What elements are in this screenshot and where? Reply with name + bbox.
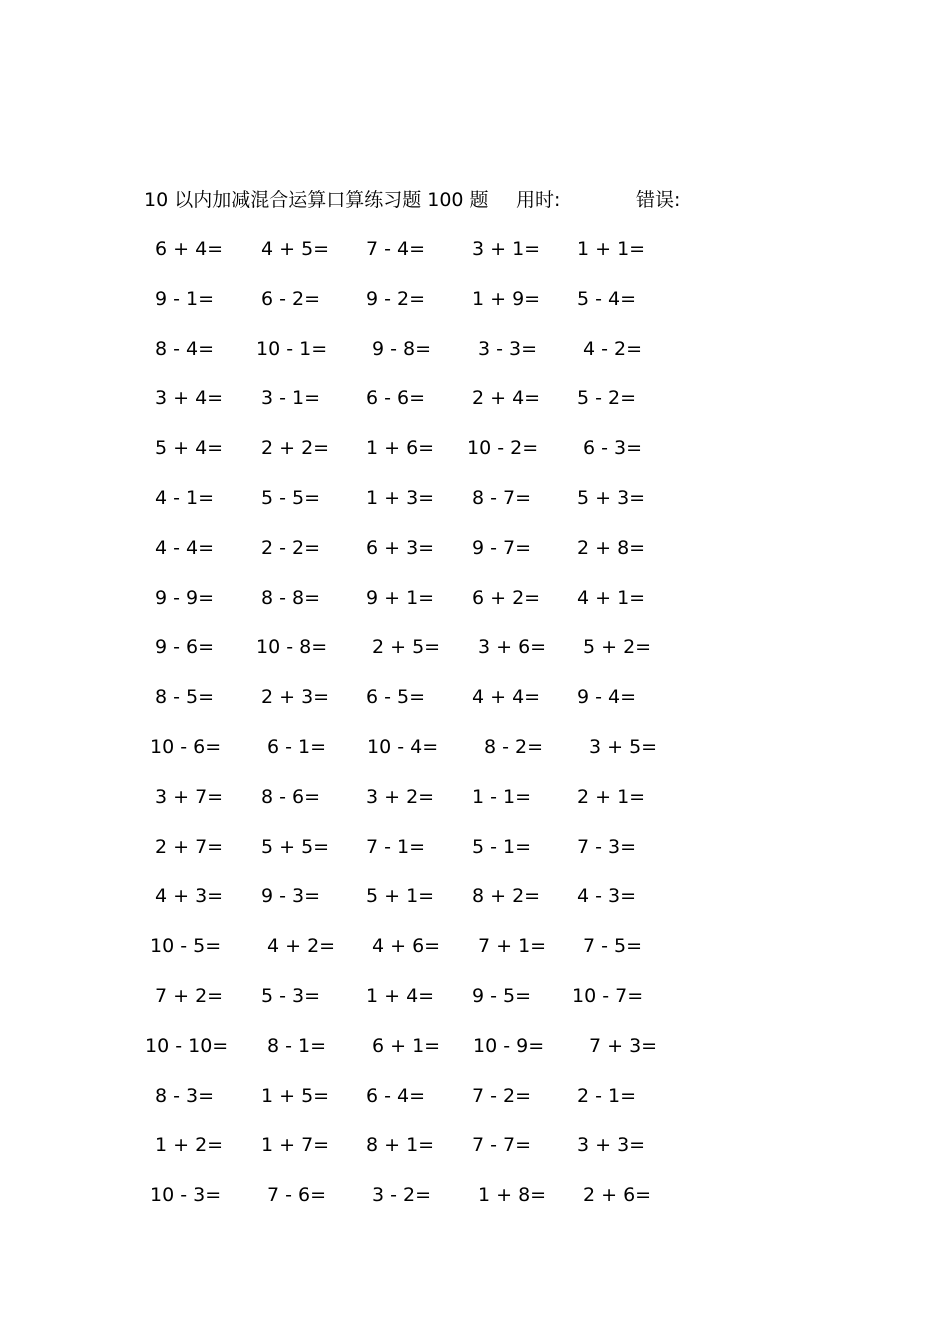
problem-item: 4 + 1= xyxy=(577,586,646,609)
problem-item: 2 - 2= xyxy=(261,536,321,559)
problem-item: 2 + 1= xyxy=(577,785,646,808)
problem-item: 5 - 5= xyxy=(261,486,321,509)
problem-item: 1 + 6= xyxy=(366,437,435,460)
problem-item: 8 - 1= xyxy=(267,1034,327,1057)
problem-row xyxy=(0,286,950,336)
problem-item: 1 + 8= xyxy=(478,1184,547,1207)
problem-item: 10 - 4= xyxy=(367,735,439,758)
problem-item: 3 + 1= xyxy=(472,238,541,260)
problem-row xyxy=(0,983,950,1033)
problem-row xyxy=(0,336,950,386)
problem-row xyxy=(0,1033,950,1083)
problem-row xyxy=(0,883,950,933)
problem-item: 6 - 2= xyxy=(261,287,321,310)
problem-row xyxy=(0,734,950,784)
problem-item: 10 - 5= xyxy=(150,935,222,958)
problem-row xyxy=(0,435,950,485)
problem-item: 4 + 5= xyxy=(261,238,330,260)
problem-item: 1 + 2= xyxy=(155,1134,224,1157)
problem-item: 9 - 3= xyxy=(261,885,321,908)
problem-item: 3 + 5= xyxy=(589,735,658,758)
problem-item: 7 + 2= xyxy=(155,984,224,1007)
problem-item: 1 + 9= xyxy=(472,287,541,310)
problem-item: 1 + 4= xyxy=(366,984,435,1007)
problem-item: 8 + 2= xyxy=(472,885,541,908)
problem-item: 8 - 7= xyxy=(472,486,532,509)
problem-item: 9 - 8= xyxy=(372,337,432,360)
problem-item: 9 - 9= xyxy=(155,586,215,609)
problem-item: 8 - 2= xyxy=(484,735,544,758)
problem-row xyxy=(0,1132,950,1182)
problem-item: 8 - 3= xyxy=(155,1084,215,1107)
problem-row xyxy=(0,684,950,734)
problem-item: 7 - 6= xyxy=(267,1184,327,1207)
problem-item: 3 + 4= xyxy=(155,387,224,410)
problem-item: 7 - 1= xyxy=(366,835,426,858)
problem-row xyxy=(0,634,950,684)
problem-item: 5 + 2= xyxy=(583,636,652,659)
problem-item: 9 + 1= xyxy=(366,586,435,609)
problem-item: 2 + 7= xyxy=(155,835,224,858)
problem-item: 4 - 2= xyxy=(583,337,643,360)
problem-item: 4 - 4= xyxy=(155,536,215,559)
problem-item: 10 - 3= xyxy=(150,1184,222,1207)
problem-item: 1 - 1= xyxy=(472,785,532,808)
problem-item: 9 - 2= xyxy=(366,287,426,310)
problem-grid xyxy=(0,236,950,1232)
problem-item: 9 - 5= xyxy=(472,984,532,1007)
problem-row xyxy=(0,485,950,535)
problem-item: 1 + 3= xyxy=(366,486,435,509)
problem-item: 9 - 1= xyxy=(155,287,215,310)
problem-item: 6 - 5= xyxy=(366,686,426,709)
problem-item: 3 - 2= xyxy=(372,1184,432,1207)
problem-item: 6 + 4= xyxy=(155,238,224,260)
problem-item: 4 + 6= xyxy=(372,935,441,958)
problem-item: 7 + 1= xyxy=(478,935,547,958)
problem-item: 10 - 1= xyxy=(256,337,328,360)
problem-item: 5 + 3= xyxy=(577,486,646,509)
problem-item: 6 + 2= xyxy=(472,586,541,609)
problem-item: 8 - 4= xyxy=(155,337,215,360)
problem-item: 5 + 4= xyxy=(155,437,224,460)
problem-item: 8 - 8= xyxy=(261,586,321,609)
problem-item: 3 + 2= xyxy=(366,785,435,808)
problem-item: 3 - 1= xyxy=(261,387,321,410)
problem-item: 10 - 2= xyxy=(467,437,539,460)
problem-row xyxy=(0,1083,950,1133)
problem-item: 5 - 3= xyxy=(261,984,321,1007)
problem-item: 3 + 7= xyxy=(155,785,224,808)
problem-item: 10 - 9= xyxy=(473,1034,545,1057)
problem-item: 7 + 3= xyxy=(589,1034,658,1057)
problem-item: 6 - 3= xyxy=(583,437,643,460)
problem-item: 8 + 1= xyxy=(366,1134,435,1157)
errors-label: 错误: xyxy=(636,189,681,211)
time-used-label: 用时: xyxy=(516,189,561,211)
problem-item: 2 + 4= xyxy=(472,387,541,410)
problem-row xyxy=(0,385,950,435)
problem-item: 1 + 7= xyxy=(261,1134,330,1157)
problem-item: 2 - 1= xyxy=(577,1084,637,1107)
problem-item: 2 + 5= xyxy=(372,636,441,659)
problem-item: 6 + 3= xyxy=(366,536,435,559)
problem-item: 10 - 8= xyxy=(256,636,328,659)
problem-item: 2 + 2= xyxy=(261,437,330,460)
problem-item: 7 - 5= xyxy=(583,935,643,958)
problem-item: 3 - 3= xyxy=(478,337,538,360)
problem-item: 9 - 6= xyxy=(155,636,215,659)
problem-row xyxy=(0,784,950,834)
problem-item: 7 - 7= xyxy=(472,1134,532,1157)
problem-row xyxy=(0,933,950,983)
problem-item: 9 - 7= xyxy=(472,536,532,559)
problem-item: 8 - 6= xyxy=(261,785,321,808)
problem-item: 5 + 1= xyxy=(366,885,435,908)
problem-row xyxy=(0,236,950,286)
problem-item: 4 - 3= xyxy=(577,885,637,908)
problem-item: 7 - 3= xyxy=(577,835,637,858)
problem-item: 6 - 1= xyxy=(267,735,327,758)
problem-item: 10 - 7= xyxy=(572,984,644,1007)
problem-item: 5 - 1= xyxy=(472,835,532,858)
problem-item: 6 - 4= xyxy=(366,1084,426,1107)
problem-item: 7 - 4= xyxy=(366,238,426,260)
problem-item: 5 - 2= xyxy=(577,387,637,410)
problem-item: 4 - 1= xyxy=(155,486,215,509)
problem-item: 7 - 2= xyxy=(472,1084,532,1107)
problem-row xyxy=(0,535,950,585)
problem-item: 3 + 3= xyxy=(577,1134,646,1157)
problem-item: 2 + 3= xyxy=(261,686,330,709)
problem-item: 4 + 3= xyxy=(155,885,224,908)
problem-item: 8 - 5= xyxy=(155,686,215,709)
problem-item: 5 + 5= xyxy=(261,835,330,858)
problem-item: 6 + 1= xyxy=(372,1034,441,1057)
problem-item: 3 + 6= xyxy=(478,636,547,659)
problem-item: 1 + 5= xyxy=(261,1084,330,1107)
worksheet-title: 10 以内加减混合运算口算练习题 100 题 xyxy=(144,189,489,211)
problem-item: 5 - 4= xyxy=(577,287,637,310)
problem-item: 4 + 2= xyxy=(267,935,336,958)
problem-row xyxy=(0,585,950,635)
problem-row xyxy=(0,1182,950,1232)
problem-item: 2 + 6= xyxy=(583,1184,652,1207)
problem-item: 1 + 1= xyxy=(577,238,646,260)
problem-item: 4 + 4= xyxy=(472,686,541,709)
problem-item: 6 - 6= xyxy=(366,387,426,410)
problem-row xyxy=(0,834,950,884)
problem-item: 10 - 10= xyxy=(145,1034,229,1057)
problem-item: 9 - 4= xyxy=(577,686,637,709)
problem-item: 10 - 6= xyxy=(150,735,222,758)
problem-item: 2 + 8= xyxy=(577,536,646,559)
